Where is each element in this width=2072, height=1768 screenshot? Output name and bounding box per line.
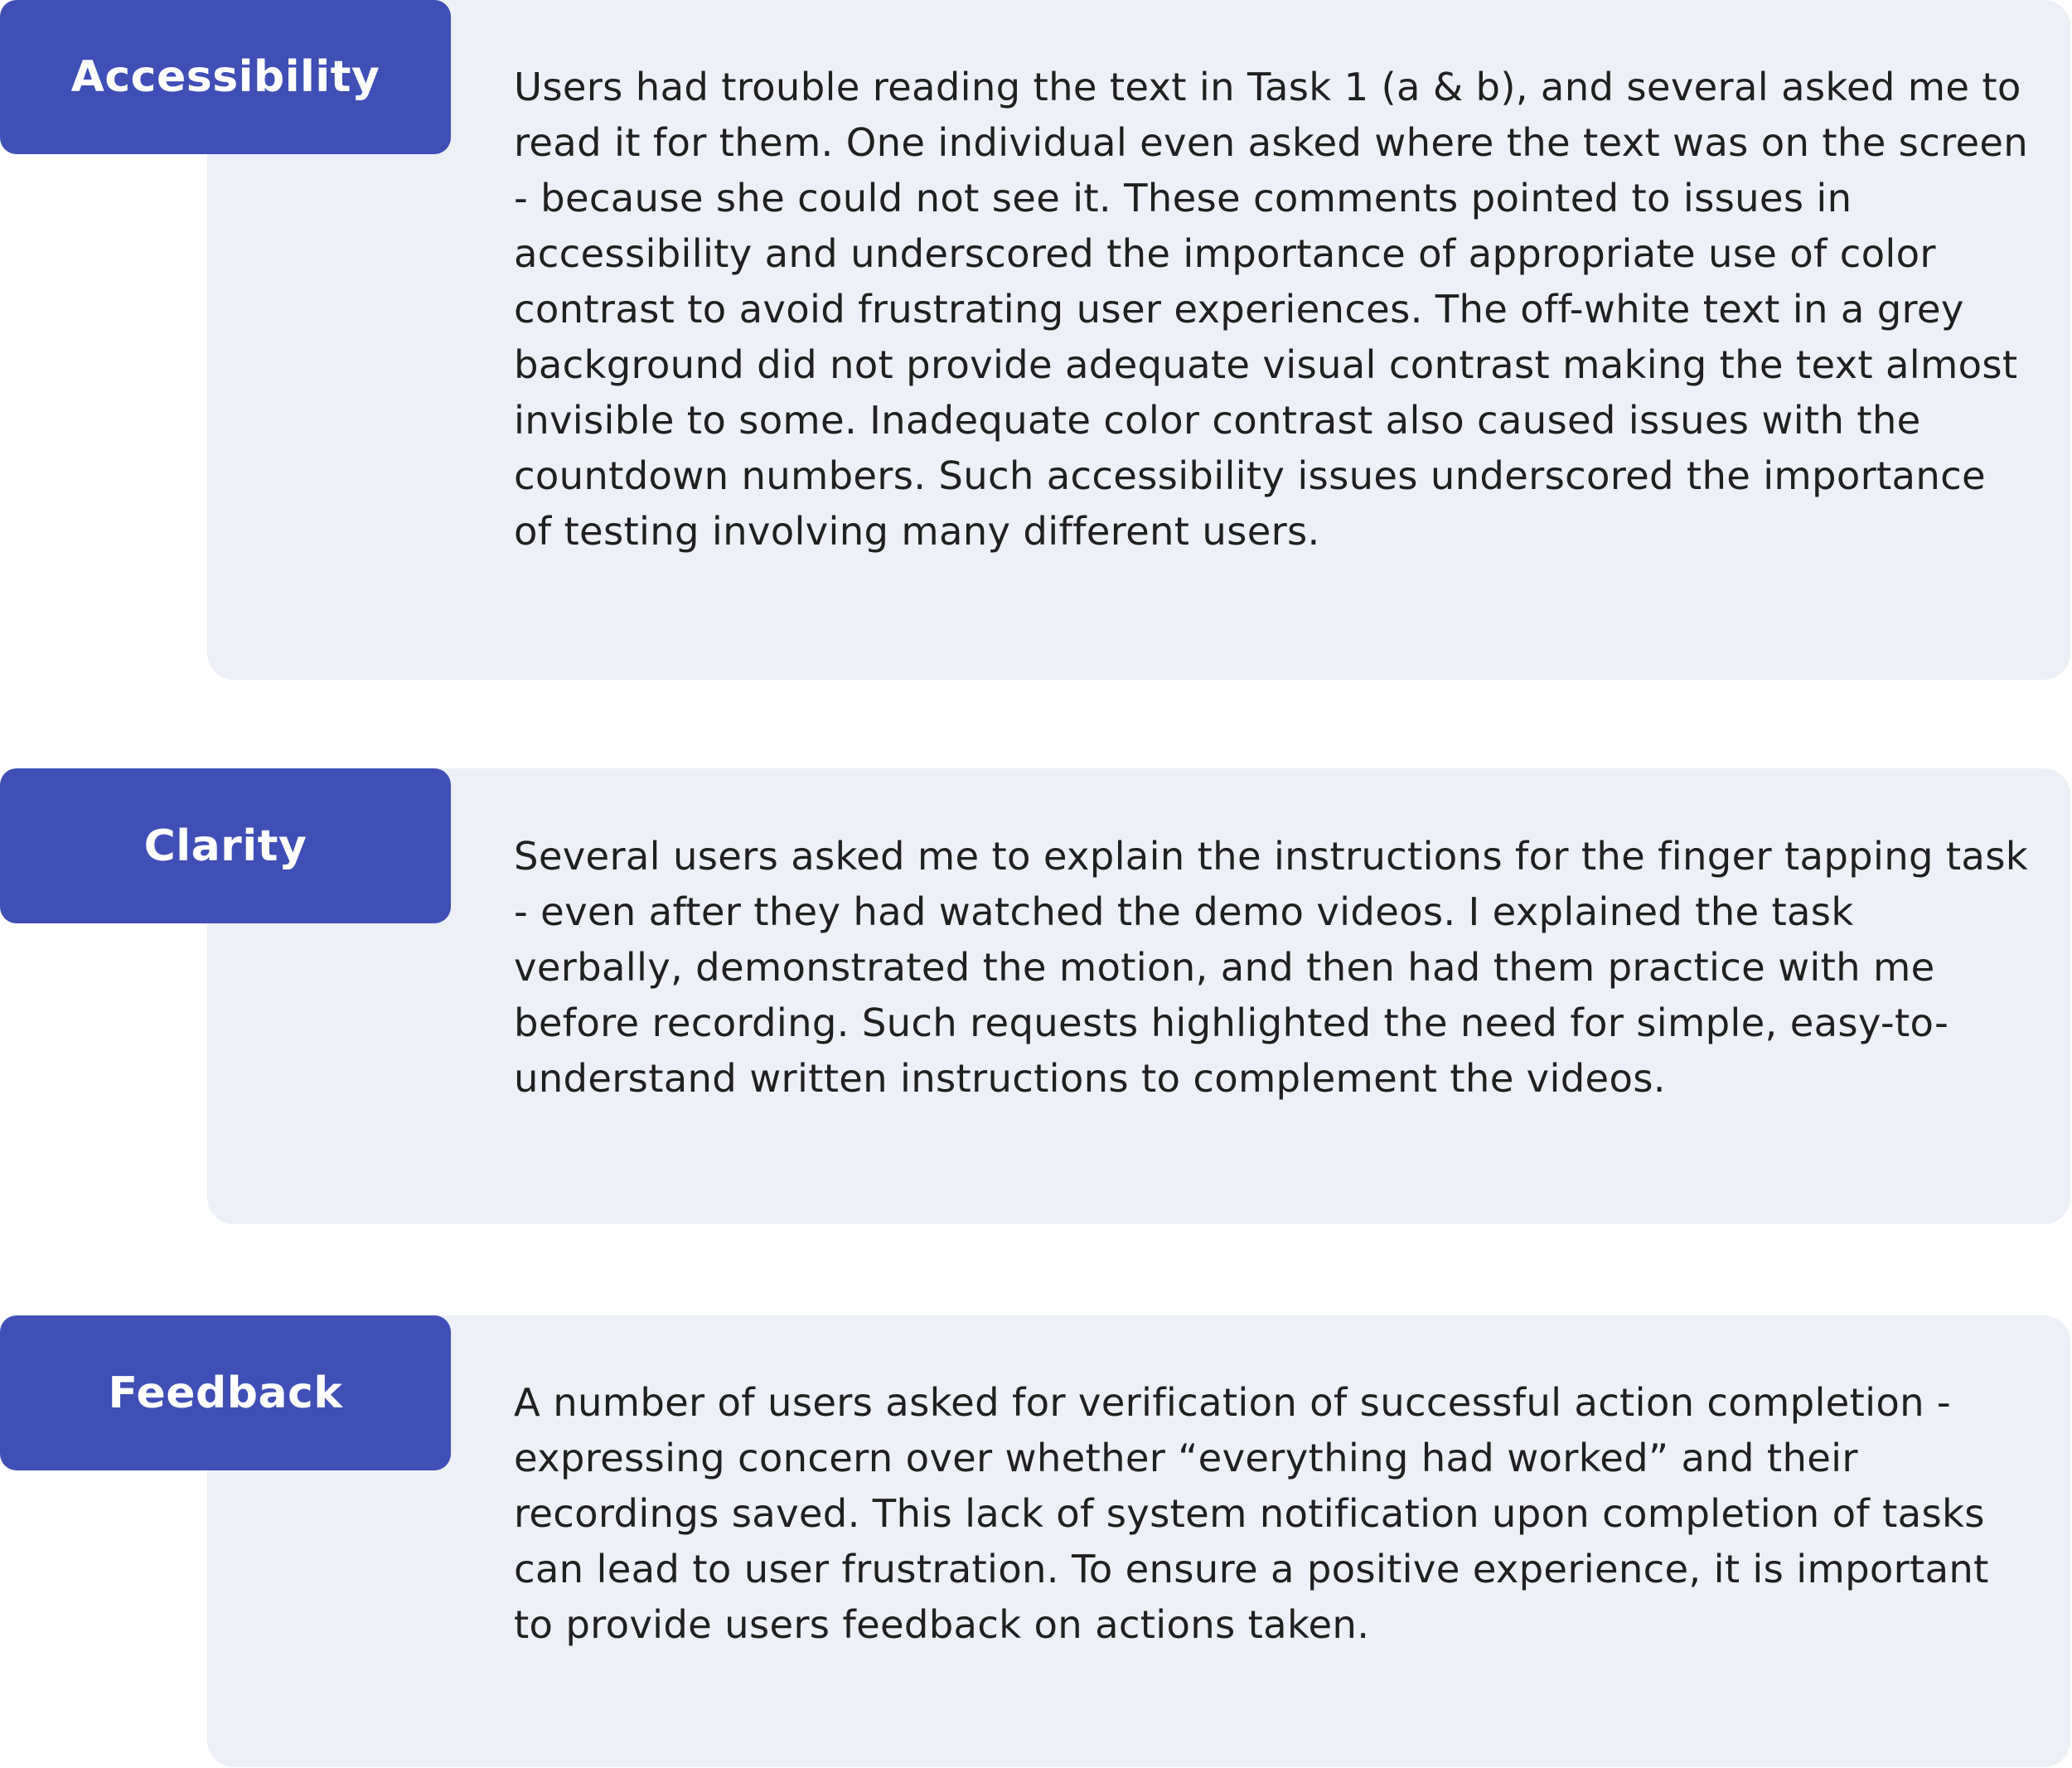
clarity-tag-label: Clarity	[143, 821, 307, 871]
feedback-tag	[0, 1315, 451, 1470]
accessibility-tag	[0, 0, 451, 154]
clarity-text: Several users asked me to explain the instructions for the finger tapping task - even after they had watched the demo videos. I explained the task verbally, demonstrated the motion, and then had them practice with me before recording. Such requests highlighted the need for simple, easy-to-understand written instructions to complement the videos.	[514, 834, 2028, 1101]
feedback-text: A number of users asked for verification of successful action completion - expressing concern over whether “everything had worked” and their recordings saved. This lack of system notification upon completion of tasks can lead to user frustration. To ensure a positive experience, it is important to provide users feedback on actions taken.	[514, 1380, 1989, 1647]
feedback-section	[0, 1315, 2072, 1768]
accessibility-tag-label: Accessibility	[70, 52, 380, 102]
accessibility-text: Users had trouble reading the text in Task 1 (a & b), and several asked me to read it for them. One individual even asked where the text was on the screen - because she could not see it. These comments pointed to issues in accessibility and underscored the importance of appropriate use of color contrast to avoid frustrating user experiences. The off-white text in a grey background did not provide adequate visual contrast making the text almost invisible to some. Inadequate color contrast also caused issues with the countdown numbers. Such accessibility issues underscored the importance of testing involving many different users.	[514, 65, 2029, 554]
accessibility-section	[0, 0, 2072, 680]
clarity-tag	[0, 768, 451, 923]
feedback-tag-label: Feedback	[108, 1368, 343, 1418]
clarity-section	[0, 768, 2072, 1224]
